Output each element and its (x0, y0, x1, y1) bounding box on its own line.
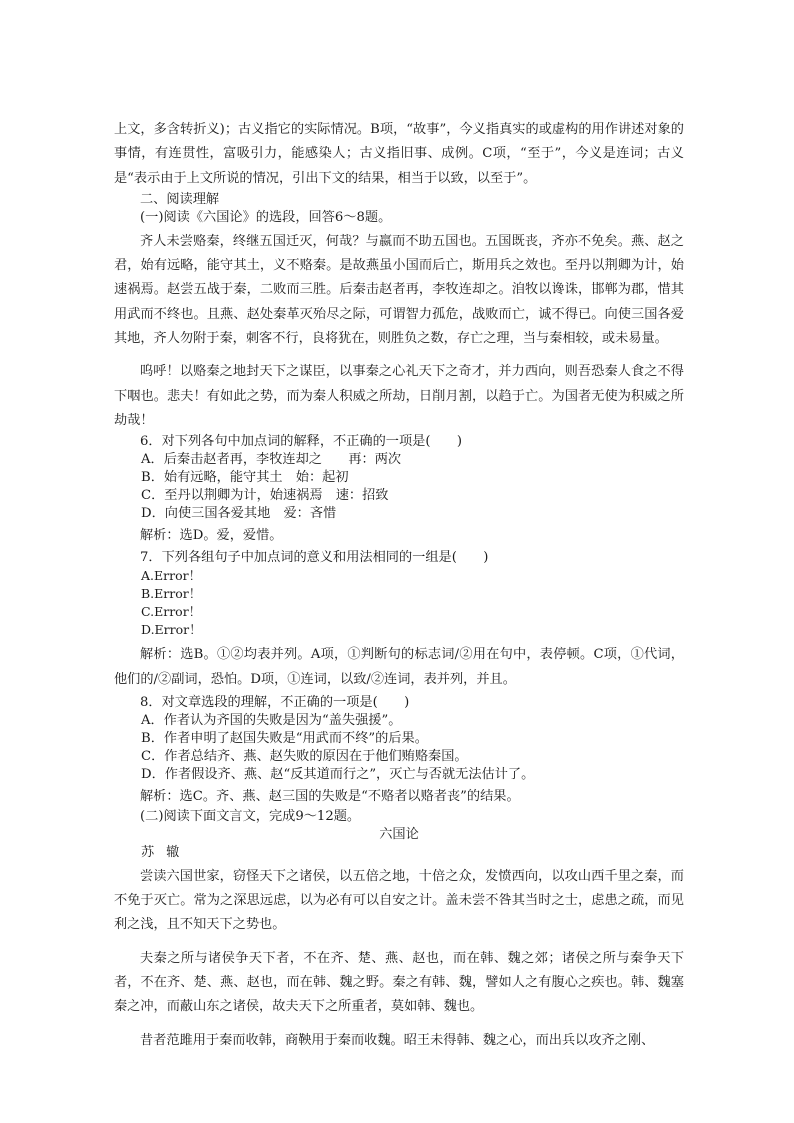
passage2-paragraph: 尝读六国世家，窃怪天下之诸侯，以五倍之地，十倍之众，发愤西向，以攻山西千里之秦，而不免于灭亡。常为之深思远虑，以为必有可以自安之计。盖未尝不咎其当时之士，虑患之疏，而见利之浅，且不知天下之势也。 (114, 868, 684, 933)
passage1-paragraph: 呜呼！以赂秦之地封天下之谋臣，以事秦之心礼天下之奇才，并力西向，则吾恐秦人食之不得下咽也。悲夫！有如此之势，而为秦人积威之所劫，日削月割，以趋于亡。为国者无使为积威之所劫哉！ (114, 364, 684, 428)
q8-option-c: C．作者总结齐、燕、赵失败的原因在于他们贿赂秦国。 (141, 748, 468, 764)
q6-option-c: C．至丹以荆卿为计，始速祸焉 速：招致 (141, 488, 389, 504)
q7-option-c: C.Error！ (141, 604, 202, 620)
q8-stem: 8．对文章选段的理解，不正确的一项是( ) (140, 694, 410, 710)
q6-analysis: 解析：选D。爱，爱惜。 (140, 528, 283, 544)
q8-option-d: D．作者假设齐、燕、赵“反其道而行之”，灭亡与否就无法估计了。 (141, 766, 535, 782)
part1-intro: (一)阅读《六国论》的选段，回答6～8题。 (140, 209, 392, 225)
q6-option-d: D．向使三国各爱其地 爱：吝惜 (141, 506, 337, 522)
passage1-paragraph: 齐人未尝赂秦，终继五国迁灭，何哉？与嬴而不助五国也。五国既丧，齐亦不免矣。燕、赵之君，始有远略，能守其土，义不赂秦。是故燕虽小国而后亡，斯用兵之效也。至丹以荆卿为计，始速祸焉。赵尝五战于秦，二败而三胜。后秦击赵者再，李牧连却之。洎牧以谗诛，邯郸为郡，惜其用武而不终也。且燕、赵处秦革灭殆尽之际，可谓智力孤危，战败而亡，诚不得已。向使三国各爱其地，齐人勿附于秦，刺客不行，良将犹在，则胜负之数，存亡之理，当与秦相较，或未易量。 (114, 233, 684, 347)
section-title: 二、阅读理解 (140, 191, 220, 207)
q6-stem: 6．对下列各句中加点词的解释，不正确的一项是( ) (140, 434, 462, 450)
document-page (114, 118, 684, 1053)
q7-option-a: A.Error！ (141, 568, 202, 584)
q6-option-b: B．始有远略，能守其土 始：起初 (141, 470, 349, 486)
passage2-title: 六国论 (379, 826, 419, 842)
q7-option-d: D.Error！ (141, 622, 202, 638)
q8-option-b: B．作者申明了赵国失败是“用武而不终”的后果。 (141, 730, 428, 746)
q7-stem: 7．下列各组句子中加点词的意义和用法相同的一组是( ) (140, 550, 489, 566)
q7-option-b: B.Error！ (141, 586, 202, 602)
passage2-author: 苏辙 (141, 844, 192, 860)
q6-option-a: A．后秦击赵者再，李牧连却之 再：两次 (141, 452, 402, 468)
q8-analysis: 解析：选C。齐、燕、赵三国的失败是“不赂者以赂者丧”的结果。 (140, 788, 520, 804)
top-paragraph: 上文，多含转折义)；古义指它的实际情况。B项，“故事”，今义指真实的或虚构的用作讲述对象的事情，有连贯性，富吸引力，能感染人；古义指旧事、成例。C项，“至于”，今义是连词；古义是“表示由于上文所说的情况，引出下文的结果，相当于以致，以至于”。 (114, 122, 684, 186)
part2-intro: (二)阅读下面文言文，完成9～12题。 (140, 808, 361, 824)
q7-analysis: 解析：选B。①②均表并列。A项，①判断句的标志词/②用在句中，表停顿。C项，①代词，他们的/②副词，恐怕。D项，①连词，以致/②连词，表并列，并且。 (114, 647, 684, 687)
q8-option-a: A．作者认为齐国的失败是因为“盖失强援”。 (141, 712, 402, 728)
passage2-paragraph: 夫秦之所与诸侯争天下者，不在齐、楚、燕、赵也，而在韩、魏之郊；诸侯之所与秦争天下者，不在齐、楚、燕、赵也，而在韩、魏之野。秦之有韩、魏，譬如人之有腹心之疾也。韩、魏塞秦之冲，而蔽山东之诸侯，故夫天下之所重者，莫如韩、魏也。 (114, 950, 684, 1015)
passage2-paragraph: 昔者范雎用于秦而收韩，商鞅用于秦而收魏。昭王未得韩、魏之心，而出兵以攻齐之刚、 (140, 1032, 655, 1048)
